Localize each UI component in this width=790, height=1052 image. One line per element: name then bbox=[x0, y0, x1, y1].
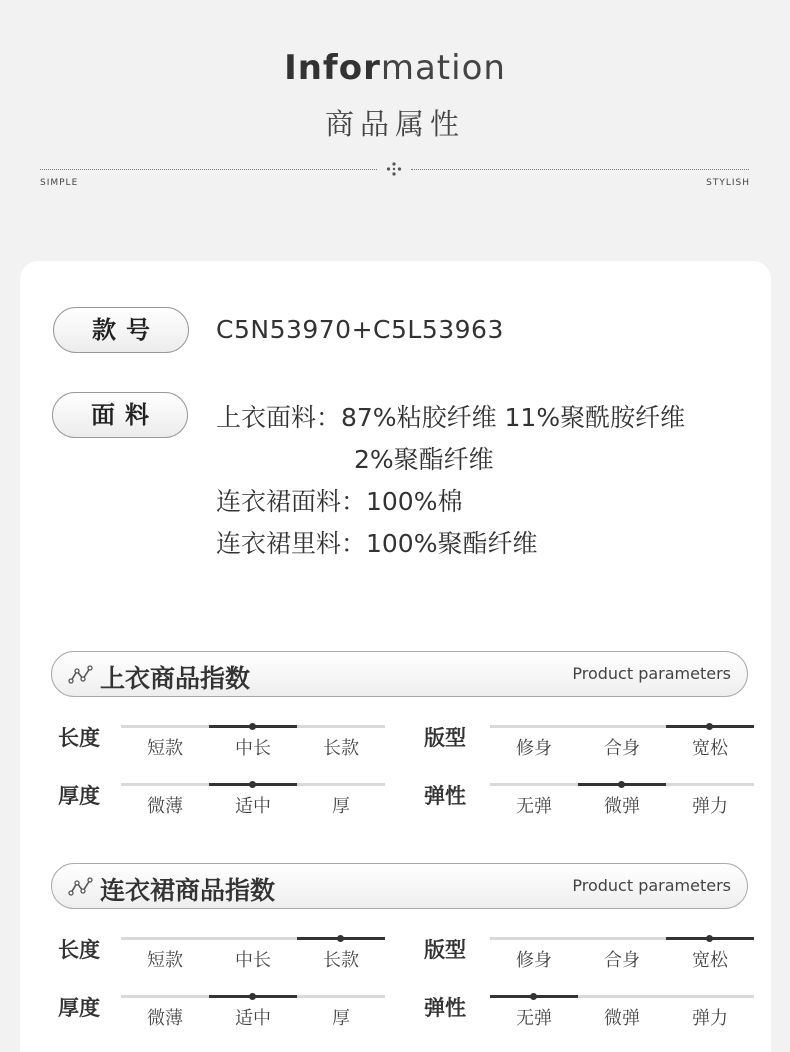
scale-segment bbox=[490, 783, 578, 786]
attr-scale bbox=[121, 725, 385, 759]
attr-label: 厚度 bbox=[58, 784, 100, 808]
attr-scale bbox=[121, 995, 385, 1029]
scale-option: 适中 bbox=[235, 796, 271, 817]
attr-label: 版型 bbox=[424, 938, 466, 962]
scale-option: 厚 bbox=[332, 1008, 350, 1029]
scale-segment bbox=[490, 937, 578, 940]
scale-option: 修身 bbox=[516, 738, 552, 759]
scale-option: 短款 bbox=[147, 738, 183, 759]
scale-segment-selected bbox=[297, 937, 385, 940]
fabric-line: 连衣裙里料：100%聚酯纤维 bbox=[216, 529, 538, 558]
fabric-line: 上衣面料：87%粘胶纤维 11%聚酰胺纤维 bbox=[216, 403, 686, 432]
scale-option: 合身 bbox=[604, 738, 640, 759]
fabric-label: 面料 bbox=[52, 392, 188, 438]
scale-segment bbox=[297, 725, 385, 728]
attr-scale bbox=[121, 783, 385, 817]
scale-segment bbox=[121, 995, 209, 998]
scale-segment-selected bbox=[209, 725, 297, 728]
ornament-icon bbox=[385, 161, 403, 177]
section-header-dress bbox=[51, 863, 748, 909]
title-english bbox=[0, 48, 790, 88]
scale-segment-selected bbox=[209, 995, 297, 998]
attr-label: 版型 bbox=[424, 726, 466, 750]
attr-scale bbox=[490, 995, 754, 1029]
scale-segment-selected bbox=[209, 783, 297, 786]
scale-option: 无弹 bbox=[516, 796, 552, 817]
style-number-value: C5N53970+C5L53963 bbox=[216, 315, 504, 344]
scale-option: 修身 bbox=[516, 950, 552, 971]
divider-left bbox=[40, 169, 377, 170]
scale-segment-selected bbox=[666, 725, 754, 728]
style-number-label: 款号 bbox=[53, 307, 189, 353]
scale-option: 中长 bbox=[235, 950, 271, 971]
scale-option: 微弹 bbox=[604, 1008, 640, 1029]
scale-option: 短款 bbox=[147, 950, 183, 971]
scale-option: 无弹 bbox=[516, 1008, 552, 1029]
section-subtitle: Product parameters bbox=[572, 664, 731, 683]
attr-label: 厚度 bbox=[58, 996, 100, 1020]
scale-option: 合身 bbox=[604, 950, 640, 971]
scale-segment bbox=[297, 995, 385, 998]
title-english-bold: Infor bbox=[284, 48, 381, 88]
attr-scale bbox=[490, 783, 754, 817]
attr-scale bbox=[490, 725, 754, 759]
attr-scale bbox=[121, 937, 385, 971]
attr-label: 长度 bbox=[58, 938, 100, 962]
scale-segment bbox=[121, 937, 209, 940]
scale-segment-selected bbox=[578, 783, 666, 786]
scale-segment bbox=[121, 783, 209, 786]
scale-option: 厚 bbox=[332, 796, 350, 817]
trend-icon bbox=[68, 665, 94, 685]
section-subtitle: Product parameters bbox=[572, 876, 731, 895]
scale-segment bbox=[490, 725, 578, 728]
scale-option: 微弹 bbox=[604, 796, 640, 817]
scale-option: 弹力 bbox=[692, 796, 728, 817]
scale-segment bbox=[209, 937, 297, 940]
scale-segment bbox=[666, 783, 754, 786]
scale-option: 微薄 bbox=[147, 796, 183, 817]
scale-segment bbox=[578, 995, 666, 998]
scale-segment-selected bbox=[490, 995, 578, 998]
divider-right bbox=[411, 169, 749, 170]
fabric-line: 2%聚酯纤维 bbox=[354, 445, 494, 474]
scale-option: 适中 bbox=[235, 1008, 271, 1029]
trend-icon bbox=[68, 877, 94, 897]
section-header-top bbox=[51, 651, 748, 697]
scale-segment bbox=[578, 937, 666, 940]
attr-label: 弹性 bbox=[424, 996, 466, 1020]
tag-simple: SIMPLE bbox=[40, 178, 79, 188]
scale-option: 弹力 bbox=[692, 1008, 728, 1029]
section-title: 连衣裙商品指数 bbox=[100, 876, 276, 905]
scale-option: 宽松 bbox=[692, 950, 728, 971]
scale-option: 中长 bbox=[235, 738, 271, 759]
scale-option: 宽松 bbox=[692, 738, 728, 759]
page-header bbox=[0, 0, 790, 230]
attr-label: 长度 bbox=[58, 726, 100, 750]
scale-segment-selected bbox=[666, 937, 754, 940]
attr-scale bbox=[490, 937, 754, 971]
scale-option: 微薄 bbox=[147, 1008, 183, 1029]
scale-option: 长款 bbox=[323, 950, 359, 971]
tag-stylish: STYLISH bbox=[706, 178, 750, 188]
scale-option: 长款 bbox=[323, 738, 359, 759]
fabric-line: 连衣裙面料：100%棉 bbox=[216, 487, 463, 516]
title-chinese: 商品属性 bbox=[324, 107, 465, 141]
title-english-light: mation bbox=[380, 48, 506, 88]
info-card bbox=[20, 261, 771, 1052]
section-title: 上衣商品指数 bbox=[100, 664, 251, 693]
scale-segment bbox=[121, 725, 209, 728]
scale-segment bbox=[297, 783, 385, 786]
scale-segment bbox=[578, 725, 666, 728]
attr-label: 弹性 bbox=[424, 784, 466, 808]
scale-segment bbox=[666, 995, 754, 998]
